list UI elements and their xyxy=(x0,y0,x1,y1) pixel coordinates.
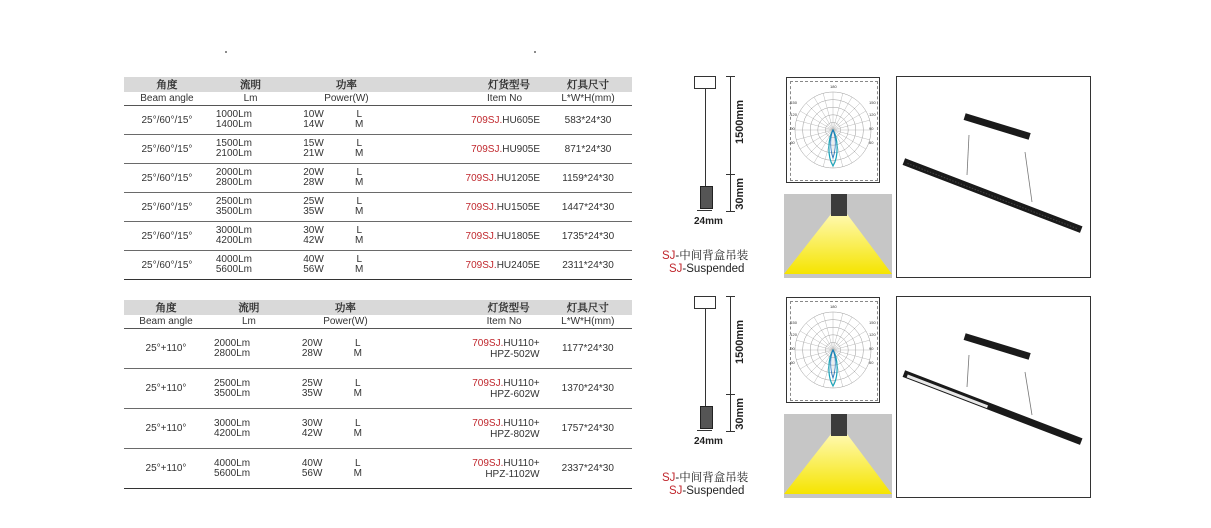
item-prefix: 709SJ. xyxy=(472,457,504,469)
item-number-cell xyxy=(402,135,544,164)
polar-angle-label: -90 xyxy=(789,346,795,351)
level-low: L xyxy=(355,457,361,469)
fixture-profile xyxy=(700,406,713,429)
polar-spoke xyxy=(833,350,866,369)
stray-mark xyxy=(534,51,536,53)
mount-caption xyxy=(662,472,748,498)
lumen-low: 2500Lm xyxy=(213,377,251,389)
polar-spoke xyxy=(800,130,833,149)
product-photo xyxy=(896,296,1091,498)
height-label: 1500mm xyxy=(734,320,746,365)
item-suffix: HU1505E xyxy=(496,201,541,213)
header-lumen-en: Lm xyxy=(210,92,291,106)
level-low: L xyxy=(355,377,361,389)
lumen-high: 5600Lm xyxy=(213,467,251,479)
lumen-high: 4200Lm xyxy=(215,235,252,246)
power-low: 30W xyxy=(301,417,323,429)
table-row xyxy=(124,135,632,164)
header-item-cn: 灯货型号 xyxy=(401,300,544,315)
dimension-tick xyxy=(726,431,735,432)
polar-spoke xyxy=(800,350,833,369)
power-cell xyxy=(291,193,401,222)
polar-angle-label: -120 xyxy=(789,112,798,117)
power-cell xyxy=(291,135,401,164)
polar-angle-label: -150 xyxy=(789,320,798,325)
level-high: M xyxy=(355,264,364,275)
table-row xyxy=(124,409,632,449)
item-prefix: 709SJ. xyxy=(471,143,503,155)
level-low: L xyxy=(356,196,362,207)
pendant-luminaire-image xyxy=(897,77,1090,277)
polar-angle-label: 90 xyxy=(869,126,874,131)
power-high: 42W xyxy=(301,427,323,439)
caption-en: -Suspended xyxy=(682,485,745,497)
table-row xyxy=(124,329,632,369)
lumen-low: 4000Lm xyxy=(213,457,251,469)
power-low: 20W xyxy=(303,167,324,178)
level-low: L xyxy=(356,254,362,265)
header-lumen-cn: 流明 xyxy=(210,77,291,92)
power-low: 25W xyxy=(303,196,324,207)
power-high: 56W xyxy=(303,264,324,275)
item-number-cell xyxy=(402,193,544,222)
polar-spoke xyxy=(800,331,833,350)
caption-cn: -中间背盒吊装 xyxy=(675,250,749,262)
level-high: M xyxy=(353,347,362,359)
polar-diagram xyxy=(787,78,879,182)
spec-table-2 xyxy=(124,300,632,489)
beam-angle-cell: 25°+110° xyxy=(124,329,208,369)
power-high: 28W xyxy=(301,347,323,359)
item-extra: HPZ-502W xyxy=(490,348,540,360)
polar-angle-label: 120 xyxy=(869,112,876,117)
width-label: 24mm xyxy=(694,436,723,447)
item-suffix: HU110+ xyxy=(503,417,540,429)
header-power-cn: 功率 xyxy=(290,300,401,315)
power-low: 10W xyxy=(303,109,324,120)
pendant-dimension-diagram xyxy=(694,296,754,446)
level-low: L xyxy=(356,109,362,120)
level-high: M xyxy=(353,467,362,479)
table-row xyxy=(124,449,632,489)
table-row xyxy=(124,164,632,193)
spec-table-1 xyxy=(124,77,632,280)
lumen-high: 1400Lm xyxy=(215,119,252,130)
power-high: 21W xyxy=(303,148,324,159)
item-prefix: 709SJ. xyxy=(465,230,497,242)
caption-code: SJ xyxy=(662,472,676,484)
item-suffix: HU110+ xyxy=(503,377,540,389)
polar-spoke xyxy=(814,317,833,350)
header-size-en: L*W*H(mm) xyxy=(544,92,632,106)
height-label: 1500mm xyxy=(734,100,746,145)
power-cell xyxy=(291,164,401,193)
lumen-low: 2000Lm xyxy=(215,167,252,178)
lumen-cell xyxy=(210,106,291,135)
table-row xyxy=(124,106,632,135)
header-item-en: Item No xyxy=(401,315,544,329)
power-high: 35W xyxy=(303,206,324,217)
power-low: 40W xyxy=(301,457,323,469)
level-low: L xyxy=(355,337,361,349)
beam-angle-cell: 25°+110° xyxy=(124,449,208,489)
power-cell xyxy=(290,449,401,489)
header-row-cn xyxy=(124,77,632,92)
beam-angle-cell: 25°/60°/15° xyxy=(124,222,210,251)
power-low: 25W xyxy=(301,377,323,389)
level-low: L xyxy=(355,417,361,429)
pendant-luminaire-image xyxy=(897,297,1090,497)
polar-angle-label: 90 xyxy=(869,346,874,351)
table-row xyxy=(124,251,632,280)
lumen-cell xyxy=(210,251,291,280)
pendant-dimension-diagram xyxy=(694,76,754,226)
polar-spoke xyxy=(806,103,833,130)
polar-angle-label: 180 xyxy=(830,84,837,89)
lumen-cell xyxy=(210,193,291,222)
item-prefix: 709SJ. xyxy=(472,377,504,389)
power-low: 20W xyxy=(301,337,323,349)
header-size-en: L*W*H(mm) xyxy=(544,315,632,329)
width-label: 24mm xyxy=(694,216,723,227)
item-prefix: 709SJ. xyxy=(465,172,497,184)
header-power-cn: 功率 xyxy=(291,77,401,92)
polar-spoke xyxy=(833,323,860,350)
item-extra: HPZ-1102W xyxy=(485,468,540,480)
item-number-cell xyxy=(402,222,544,251)
beam-illustration xyxy=(784,194,892,278)
suspension-wire xyxy=(705,309,706,406)
item-prefix: 709SJ. xyxy=(465,259,497,271)
power-cell xyxy=(291,106,401,135)
polar-angle-label: -120 xyxy=(789,332,798,337)
lumen-cell xyxy=(210,135,291,164)
header-lumen-en: Lm xyxy=(208,315,290,329)
fixture-body xyxy=(831,414,847,436)
header-size-cn: 灯具尺寸 xyxy=(544,77,632,92)
size-cell: 2311*24*30 xyxy=(544,251,632,280)
dimension-tick xyxy=(726,296,735,297)
level-high: M xyxy=(355,206,364,217)
size-cell: 1370*24*30 xyxy=(544,369,632,409)
ceiling-canopy xyxy=(694,76,716,89)
item-number-cell xyxy=(401,409,544,449)
caption-code: SJ xyxy=(669,263,683,275)
header-item-en: Item No xyxy=(402,92,544,106)
ceiling-canopy xyxy=(694,296,716,309)
lumen-high: 2100Lm xyxy=(215,148,252,159)
lumen-cell xyxy=(208,329,290,369)
dimension-tick xyxy=(726,394,735,395)
item-extra: HPZ-802W xyxy=(490,428,540,440)
power-high: 14W xyxy=(303,119,324,130)
lumen-high: 3500Lm xyxy=(215,206,252,217)
lumen-cell xyxy=(208,369,290,409)
header-power-en: Power(W) xyxy=(291,92,401,106)
lumen-low: 3000Lm xyxy=(213,417,251,429)
power-low: 40W xyxy=(303,254,324,265)
polar-angle-label: -60 xyxy=(789,140,795,145)
size-cell: 2337*24*30 xyxy=(544,449,632,489)
polar-diagram xyxy=(787,298,879,402)
level-high: M xyxy=(353,427,362,439)
header-angle-cn: 角度 xyxy=(124,77,210,92)
polar-spoke xyxy=(806,323,833,350)
body-height-label: 30mm xyxy=(734,178,746,210)
dimension-line xyxy=(730,296,731,431)
power-cell xyxy=(291,251,401,280)
lumen-low: 3000Lm xyxy=(215,225,252,236)
mount-caption xyxy=(662,250,748,276)
dimension-tick xyxy=(726,211,735,212)
size-cell: 871*24*30 xyxy=(544,135,632,164)
size-cell: 1177*24*30 xyxy=(544,329,632,369)
lumen-low: 2000Lm xyxy=(213,337,251,349)
lumen-cell xyxy=(208,409,290,449)
power-high: 56W xyxy=(301,467,323,479)
level-high: M xyxy=(355,119,364,130)
header-row-en xyxy=(124,315,632,329)
polar-angle-label: 120 xyxy=(869,332,876,337)
power-high: 35W xyxy=(301,387,323,399)
polar-spoke xyxy=(833,130,866,149)
level-high: M xyxy=(355,177,364,188)
polar-angle-label: -150 xyxy=(789,100,798,105)
lumen-low: 1500Lm xyxy=(215,138,252,149)
level-high: M xyxy=(353,387,362,399)
caption-code: SJ xyxy=(669,485,683,497)
polar-spoke xyxy=(800,111,833,130)
item-number-cell xyxy=(402,251,544,280)
beam-angle-cell: 25°+110° xyxy=(124,369,208,409)
item-suffix: HU2405E xyxy=(496,259,541,271)
level-low: L xyxy=(356,138,362,149)
fixture-body xyxy=(831,194,847,216)
dimension-tick xyxy=(726,76,735,77)
size-cell: 1447*24*30 xyxy=(544,193,632,222)
caption-en: -Suspended xyxy=(682,263,745,275)
item-extra: HPZ-602W xyxy=(490,388,540,400)
size-cell: 1735*24*30 xyxy=(544,222,632,251)
item-prefix: 709SJ. xyxy=(472,337,504,349)
lumen-low: 2500Lm xyxy=(215,196,252,207)
power-high: 28W xyxy=(303,177,324,188)
width-line xyxy=(697,210,712,211)
polar-light-distribution xyxy=(786,77,880,183)
size-cell: 1757*24*30 xyxy=(544,409,632,449)
table-row xyxy=(124,193,632,222)
beam-angle-cell: 25°+110° xyxy=(124,409,208,449)
product-photo xyxy=(896,76,1091,278)
polar-spoke xyxy=(833,111,866,130)
power-low: 15W xyxy=(303,138,324,149)
fixture-profile xyxy=(700,186,713,209)
item-suffix: HU1205E xyxy=(496,172,541,184)
dimension-tick xyxy=(726,174,735,175)
polar-spoke xyxy=(833,317,852,350)
power-cell xyxy=(290,409,401,449)
power-high: 42W xyxy=(303,235,324,246)
beam-angle-cell: 25°/60°/15° xyxy=(124,251,210,280)
header-power-en: Power(W) xyxy=(290,315,401,329)
polar-angle-label: 180 xyxy=(830,304,837,309)
beam-illustration xyxy=(784,414,892,498)
polar-spoke xyxy=(814,97,833,130)
size-cell: 1159*24*30 xyxy=(544,164,632,193)
power-low: 30W xyxy=(303,225,324,236)
lumen-high: 2800Lm xyxy=(213,347,251,359)
level-high: M xyxy=(355,148,364,159)
polar-spoke xyxy=(833,97,852,130)
lumen-cell xyxy=(208,449,290,489)
table-row xyxy=(124,369,632,409)
caption-cn: -中间背盒吊装 xyxy=(675,472,749,484)
level-low: L xyxy=(356,225,362,236)
item-number-cell xyxy=(401,329,544,369)
power-cell xyxy=(291,222,401,251)
item-prefix: 709SJ. xyxy=(472,417,504,429)
item-prefix: 709SJ. xyxy=(465,201,497,213)
power-cell xyxy=(290,329,401,369)
item-suffix: HU905E xyxy=(502,143,541,155)
lumen-high: 2800Lm xyxy=(215,177,252,188)
power-cell xyxy=(290,369,401,409)
header-size-cn: 灯具尺寸 xyxy=(544,300,632,315)
lumen-high: 5600Lm xyxy=(215,264,252,275)
suspension-wire xyxy=(705,89,706,186)
polar-angle-label: -60 xyxy=(789,360,795,365)
lumen-high: 4200Lm xyxy=(213,427,251,439)
size-cell: 583*24*30 xyxy=(544,106,632,135)
polar-angle-label: -90 xyxy=(789,126,795,131)
item-number-cell xyxy=(401,449,544,489)
lumen-high: 3500Lm xyxy=(213,387,251,399)
level-high: M xyxy=(355,235,364,246)
polar-angle-label: 60 xyxy=(869,360,874,365)
dimension-line xyxy=(730,76,731,211)
polar-light-distribution xyxy=(786,297,880,403)
item-number-cell xyxy=(402,164,544,193)
beam-angle-cell: 25°/60°/15° xyxy=(124,193,210,222)
header-lumen-cn: 流明 xyxy=(208,300,290,315)
table-row xyxy=(124,222,632,251)
stray-mark xyxy=(225,51,227,53)
lumen-cell xyxy=(210,222,291,251)
polar-spoke xyxy=(833,331,866,350)
item-suffix: HU1805E xyxy=(496,230,541,242)
header-row-en xyxy=(124,92,632,106)
width-line xyxy=(697,430,712,431)
polar-angle-label: 60 xyxy=(869,140,874,145)
item-prefix: 709SJ. xyxy=(471,114,503,126)
body-height-label: 30mm xyxy=(734,398,746,430)
header-angle-cn: 角度 xyxy=(124,300,208,315)
header-angle-en: Beam angle xyxy=(124,315,208,329)
header-item-cn: 灯货型号 xyxy=(402,77,544,92)
lumen-cell xyxy=(210,164,291,193)
item-suffix: HU110+ xyxy=(503,337,540,349)
level-low: L xyxy=(356,167,362,178)
caption-code: SJ xyxy=(662,250,676,262)
polar-angle-label: 150 xyxy=(869,320,876,325)
beam-angle-cell: 25°/60°/15° xyxy=(124,135,210,164)
lumen-low: 4000Lm xyxy=(215,254,252,265)
item-number-cell xyxy=(402,106,544,135)
item-number-cell xyxy=(401,369,544,409)
item-suffix: HU110+ xyxy=(503,457,540,469)
lumen-low: 1000Lm xyxy=(215,109,252,120)
beam-angle-cell: 25°/60°/15° xyxy=(124,164,210,193)
polar-spoke xyxy=(833,103,860,130)
beam-angle-cell: 25°/60°/15° xyxy=(124,106,210,135)
polar-angle-label: 150 xyxy=(869,100,876,105)
header-angle-en: Beam angle xyxy=(124,92,210,106)
item-suffix: HU605E xyxy=(502,114,541,126)
header-row-cn xyxy=(124,300,632,315)
